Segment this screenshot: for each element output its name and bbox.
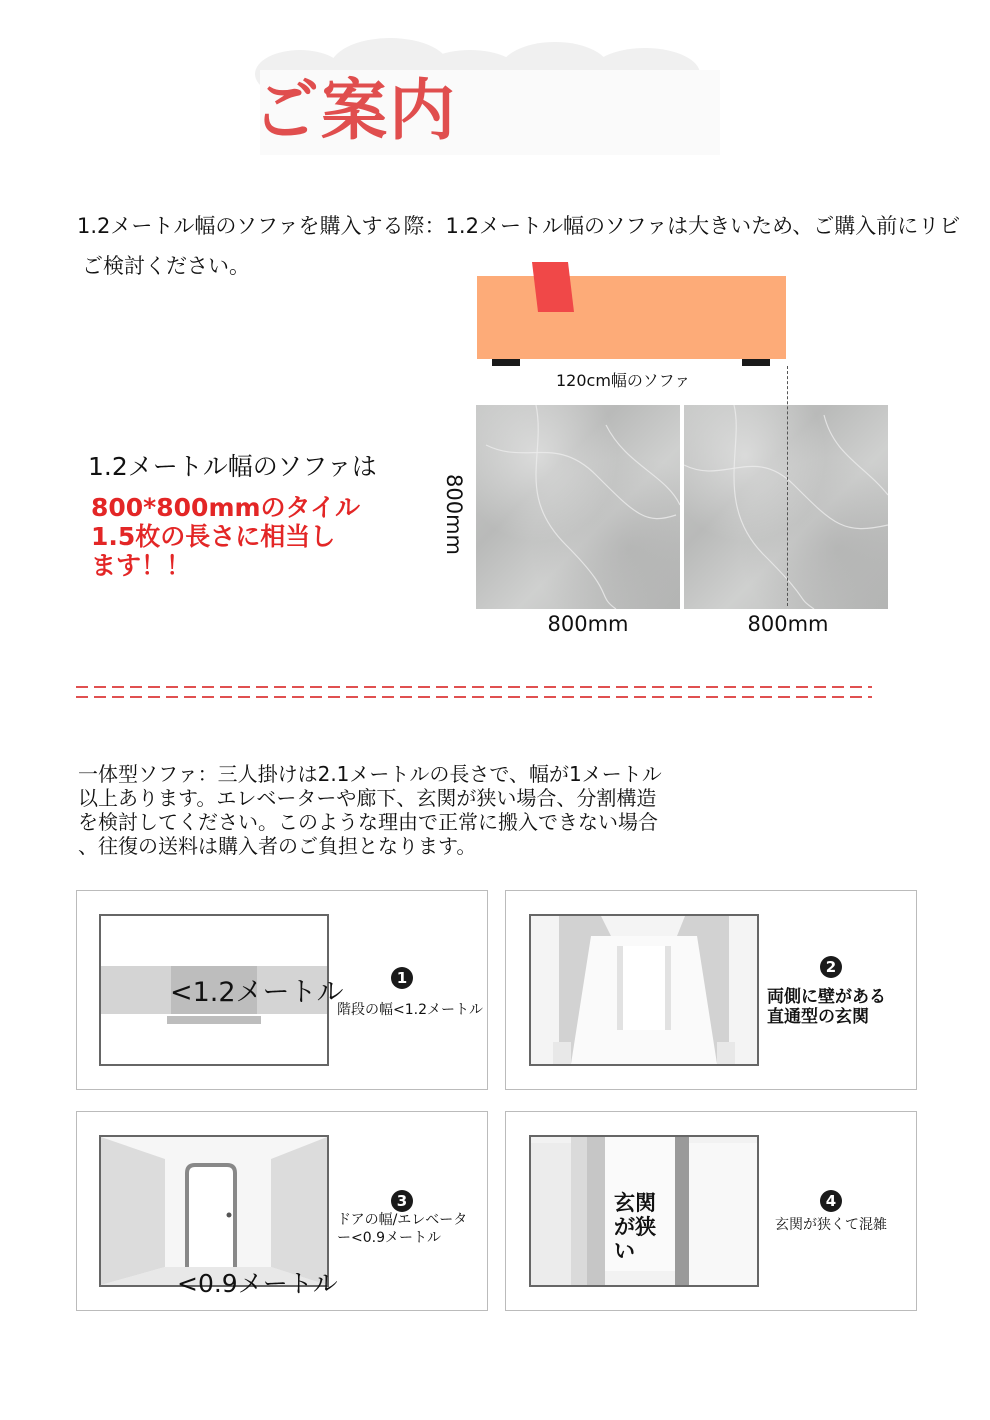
side-note-red-line: 1.5枚の長さに相当し [91,522,336,551]
panel-1-overlay: <1.2メートル [170,977,344,1008]
sofa-pillow [528,260,576,314]
sofa-leg-right [742,359,770,366]
panel-corridor-illustration [529,914,759,1066]
notice-line: 、往復の送料は購入者のご負担となります。 [78,834,477,858]
panel-4-overlay [614,1191,656,1263]
side-note-red-line: 800*800mmのタイル [91,493,361,522]
panel-4-overlay-line: 玄関 [614,1191,656,1215]
stair-landing [167,1016,261,1024]
panel-2-caption-line: 直通型の玄関 [767,1007,869,1027]
notice-line: 以上あります。エレベーターや廊下、玄関が狭い場合、分割構造 [78,786,657,810]
panel-4-caption: 玄関が狭くて混雑 [775,1217,887,1233]
side-note-heading: 1.2メートル幅のソファは [88,452,377,481]
panel-3-caption-line: ー<0.9メートル [337,1230,441,1246]
tile-width-label-right: 800mm [747,612,829,636]
panel-4-number: 4 [820,1190,842,1212]
sofa-width-marker [787,366,788,606]
panel-3-caption [337,1211,467,1247]
side-note-red-line: ます！！ [91,551,192,580]
panel-3-caption-line: ドアの幅/エレベータ [337,1212,468,1228]
page-title: ご案内 [253,72,457,149]
side-note-red [91,493,360,580]
divider-line [76,686,872,688]
tile-width-label-left: 800mm [547,612,629,636]
intro-line-2: ご検討ください。 [82,254,250,278]
panel-2-caption-line: 両側に壁がある [767,987,886,1007]
notice-line: 一体型ソファ：三人掛けは2.1メートルの長さで、幅が1メートル [78,762,662,786]
divider-line [76,696,872,698]
panel-1-number: 1 [391,967,413,989]
panel-1-caption: 階段の幅<1.2メートル [337,1002,483,1018]
sofa-leg-left [492,359,520,366]
marble-tile-left [476,405,680,609]
panel-3-number: 3 [391,1190,413,1212]
panel-4-overlay-line: い [614,1239,635,1263]
tile-height-label: 800mm [442,474,466,555]
notice-line: を検討してください。このような理由で正常に搬入できない場合 [78,810,658,834]
intro-line-1: 1.2メートル幅のソファを購入する際：1.2メートル幅のソファは大きいため、ご購入前にリビ [77,214,961,238]
panel-4-overlay-line: が狭 [614,1215,656,1239]
marble-tile-right [684,405,888,609]
panel-2-caption [767,987,886,1027]
sofa-illustration [477,276,786,359]
sofa-caption: 120cm幅のソファ [556,371,691,390]
panel-3-overlay: <0.9メートル [177,1269,338,1298]
panel-2-number: 2 [820,956,842,978]
notice-paragraph [78,762,662,858]
